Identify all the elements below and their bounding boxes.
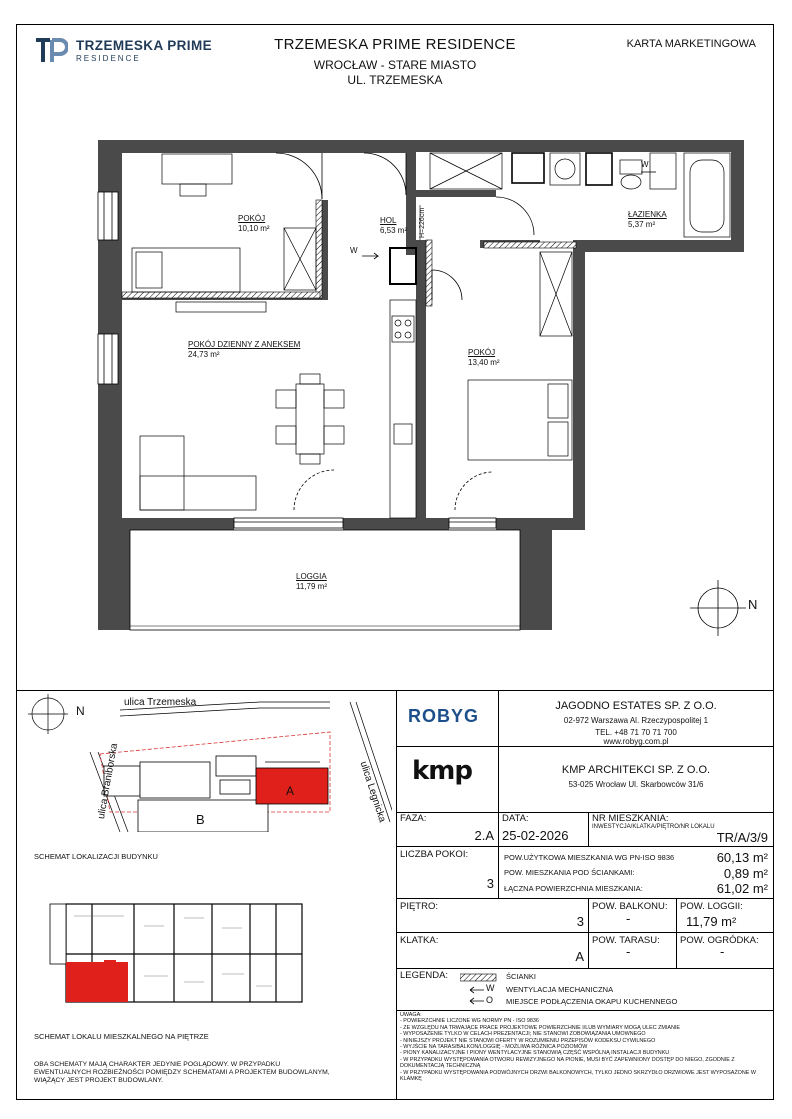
architect-name: KMP ARCHITEKCI SP. Z O.O. (561, 764, 711, 776)
faza-value: 2.A (474, 828, 494, 843)
floor-schema (44, 896, 306, 1008)
room-dzienny (188, 340, 300, 360)
balkon-value: - (626, 911, 631, 926)
document-type: KARTA MARKETINGOWA (626, 38, 756, 50)
taras-value: - (626, 944, 631, 959)
note-line: - PIONY KANALIZACYJNE I PIONY WENTYLACYJNE STANOWIĄ CZĘŚĆ WSPÓLNĄ INSTALACJI BUDYNKU (400, 1050, 670, 1057)
column-divider (396, 690, 397, 1100)
north-label: N (748, 597, 758, 612)
note-line: - WYPOSAŻENIE TYLKO W CELACH PREZENTACJI; NIE STANOWI ZOBOWIĄZANIA UMOWNEGO (400, 1031, 646, 1038)
street-label: UL. TRZEMESKA (347, 73, 443, 87)
klatka-value: A (575, 949, 584, 964)
brand-title: TRZEMESKA PRIME (76, 38, 213, 53)
room-name: POKÓJ DZIENNY Z ANEKSEM (188, 340, 301, 349)
legend-o-symbol: O (486, 995, 494, 1005)
col-divider (676, 898, 677, 968)
robyg-logo: ROBYG (408, 706, 480, 726)
legend-o: MIEJSCE PODŁĄCZENIA OKAPU KUCHENNEGO (506, 997, 678, 1006)
room-area: 13,40 m² (468, 358, 500, 367)
pow-uz-value: 60,13 m² (716, 850, 768, 865)
pietro-label: PIĘTRO: (400, 901, 439, 912)
loggia-value: 11,79 m² (686, 914, 737, 929)
note-line: - NINIEJSZY PROJEKT NIE STANOWI OFERTY W ROZUMIENIU PRZEPISÓW KODEKSU CYWILNEGO (400, 1037, 656, 1044)
pow-sc-value: 0,89 m² (723, 866, 768, 881)
loggia-label: POW. LOGGII: (680, 901, 743, 912)
building-b-label: B (196, 812, 205, 827)
faza-label: FAZA: (400, 813, 427, 824)
vent-label: W (641, 160, 649, 169)
north-label: N (76, 704, 85, 718)
developer-address: 02-972 Warszawa Al. Rzeczypospolitej 1 (563, 716, 709, 725)
room-name: LOGGIA (296, 572, 327, 581)
room-name: POKÓJ (468, 348, 496, 357)
legenda-label: LEGENDA: (400, 970, 449, 981)
architect-address: 53-025 Wrocław Ul. Skarbowców 31/6 (568, 780, 704, 789)
pokoje-label: LICZBA POKOI: (400, 849, 469, 860)
city-label: WROCŁAW - STARE MIASTO (313, 58, 477, 72)
pow-laczna-value: 61,02 m² (716, 881, 768, 896)
col-divider (498, 846, 499, 898)
ogrodek-label: POW. OGRÓDKA: (680, 935, 759, 946)
nr-sublabel: INWESTYCJA/KLATKA/PIĘTRO/NR LOKALU (592, 824, 715, 830)
legend-scianki: ŚCIANKI (506, 972, 537, 981)
architect-block (498, 764, 774, 789)
data-value: 25-02-2026 (502, 828, 569, 843)
page-title: TRZEMESKA PRIME RESIDENCE (274, 36, 516, 53)
legend-w-symbol: W (486, 983, 495, 993)
building-a-label: A (286, 784, 295, 798)
klatka-label: KLATKA: (400, 935, 439, 946)
row-divider (396, 1010, 774, 1011)
row-divider (396, 898, 774, 899)
room-name: HOL (380, 216, 397, 225)
pow-uz-label: POW.UŻYTKOWA MIESZKANIA WG PN-ISO 9836 (504, 853, 675, 862)
taras-label: POW. TARASU: (592, 935, 660, 946)
schema-note: OBA SCHEMATY MAJĄ CHARAKTER JEDYNIE POGLĄDOWY. W PRZYPADKU EWENTUALNYCH ROZBIEŻNOŚCI POMIĘDZY SCHEMATAMI A PROJEKTEM BUDOWLANYM, WIĄŻĄCY JEST PROJEKT BUDOWLANY. (34, 1061, 330, 1084)
room-loggia (296, 572, 327, 592)
floor-schema-caption: SCHEMAT LOKALU MIESZKALNEGO NA PIĘTRZE (34, 1032, 209, 1041)
note-line: - POWIERZCHNIE LICZONE WG NORMY PN - ISO 9836 (400, 1018, 539, 1025)
row-divider (396, 846, 774, 847)
note-line: - WYJŚCIE NA TARAS/BALKON/LOGGIĘ - MOŻLIWA RÓŻNICA POZIOMÓW (400, 1044, 588, 1051)
col-divider (498, 812, 499, 846)
room-hol (380, 216, 407, 236)
room-name: ŁAZIENKA (628, 210, 667, 219)
note-line: - W PRZYPADKU WYSTĘPOWANIA PODWÓJNYCH DRZWI BALKONOWYCH, TYLKO JEDNO SKRZYDŁO DRZWIOWE JEST WYPOSAŻONE W KLAMKĘ (400, 1069, 756, 1083)
room-area: 24,73 m² (188, 350, 220, 359)
room-area: 6,53 m² (380, 226, 408, 235)
developer-web[interactable]: www.robyg.com.pl (603, 737, 669, 746)
nr-label: NR MIESZKANIA: (592, 813, 669, 824)
room-lazienka (628, 210, 667, 230)
nr-value: TR/A/3/9 (716, 830, 768, 845)
kmp-logo: kmp (412, 756, 472, 786)
ogrodek-value: - (720, 944, 725, 959)
row-divider (396, 932, 774, 933)
room-area: 11,79 m² (296, 582, 327, 591)
section-divider (16, 690, 774, 691)
col-divider (588, 812, 589, 846)
pow-sc-label: POW. MIESZKANIA POD ŚCIANKAMI: (504, 868, 635, 877)
room-pokoj-2 (468, 348, 500, 368)
developer-phone: TEL. +48 71 70 71 700 (595, 728, 677, 737)
street-right: ulica Legnicka (357, 760, 388, 824)
site-caption: SCHEMAT LOKALIZACJI BUDYNKU (34, 852, 158, 861)
notes-title: UWAGA: (400, 1012, 422, 1018)
room-height: H=226cm (419, 207, 426, 238)
data-label: DATA: (502, 813, 529, 824)
note-line: - ZE WZGLĘDU NA TRWAJĄCE PRACE PROJEKTOWE POWIERZCHNIE I/LUB WYMIARY MOGĄ ULEC ZMIANIE (400, 1024, 680, 1031)
vent-label: W (350, 246, 358, 255)
row-divider (396, 746, 774, 747)
room-name: POKÓJ (238, 214, 266, 223)
room-area: 5,37 m² (628, 220, 656, 229)
street-left: ulica Braniborska (96, 742, 121, 820)
room-pokoj-1 (238, 214, 270, 234)
col-divider (588, 898, 589, 968)
hatch-icon (460, 974, 496, 981)
legend-w: WENTYLACJA MECHANICZNA (506, 985, 614, 994)
pietro-value: 3 (576, 914, 584, 929)
room-area: 10,10 m² (238, 224, 270, 233)
developer-block (498, 700, 774, 746)
developer-name: JAGODNO ESTATES SP. Z O.O. (555, 700, 717, 712)
brand-subtitle: RESIDENCE (76, 54, 141, 63)
pow-laczna-label: ŁĄCZNA POWIERZCHNIA MIESZKANIA: (504, 884, 643, 893)
note-line: - W PRZYPADKU WYSTĘPOWANIA OTWORU REWIZYJNEGO NA PIONIE, MUSI BYĆ ZAPEWNIONY DOSTĘP DO NIEGO, ZGODNIE Z DOKUMENTACJĄ TECHNICZNĄ (400, 1056, 735, 1070)
balkon-label: POW. BALKONU: (592, 901, 668, 912)
notes-block (400, 1012, 770, 1082)
street-top: ulica Trzemeska (124, 697, 197, 708)
row-divider (396, 812, 774, 813)
row-divider (396, 968, 774, 969)
pokoje-value: 3 (486, 876, 494, 891)
